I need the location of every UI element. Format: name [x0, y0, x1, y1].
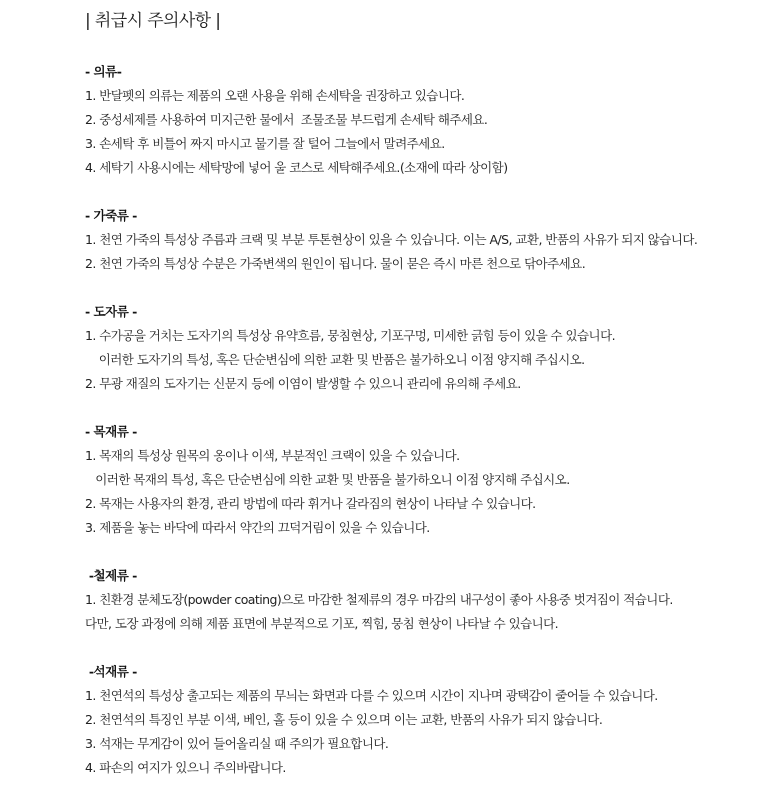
- section-heading: -석재류 -: [85, 664, 137, 679]
- instruction-line: 2. 중성세제를 사용하여 미지근한 물에서 조물조물 부드럽게 손세탁 해주세요.: [85, 112, 488, 127]
- instruction-line: 1. 목재의 특성상 원목의 옹이나 이색, 부분적인 크랙이 있을 수 있습니다.: [85, 448, 460, 463]
- instruction-line: 2. 무광 재질의 도자기는 신문지 등에 이염이 발생할 수 있으니 관리에 유의해 주세요.: [85, 376, 521, 391]
- care-instructions-document: [85, 9, 765, 804]
- section-heading: - 목재류 -: [85, 424, 137, 439]
- section-heading: - 도자류 -: [85, 304, 137, 319]
- instruction-line: 1. 수가공을 거치는 도자기의 특성상 유약흐름, 뭉침현상, 기포구멍, 미세한 긁힘 등이 있을 수 있습니다.: [85, 328, 616, 343]
- instruction-line: 1. 천연석의 특성상 출고되는 제품의 무늬는 화면과 다를 수 있으며 시간이 지나며 광택감이 줄어들 수 있습니다.: [85, 688, 658, 703]
- instruction-line: 2. 천연석의 특징인 부분 이색, 베인, 홀 등이 있을 수 있으며 이는 교환, 반품의 사유가 되지 않습니다.: [85, 712, 603, 727]
- instruction-line: 1. 친환경 분체도장(powder coating)으로 마감한 철제류의 경우 마감의 내구성이 좋아 사용중 벗겨짐이 적습니다.: [85, 592, 673, 607]
- instruction-line: 3. 석재는 무게감이 있어 들어올리실 때 주의가 필요합니다.: [85, 736, 389, 751]
- instruction-line: 3. 제품을 놓는 바닥에 따라서 약간의 끄덕거림이 있을 수 있습니다.: [85, 520, 430, 535]
- section-clothing: [85, 60, 765, 180]
- section-leather: [85, 204, 765, 276]
- section-steel: [85, 564, 765, 636]
- instruction-line: 다만, 도장 과정에 의해 제품 표면에 부분적으로 기포, 찍힘, 뭉침 현상이 나타날 수 있습니다.: [85, 616, 559, 631]
- document-title: | 취급시 주의사항 |: [85, 11, 221, 31]
- section-wood: [85, 420, 765, 540]
- instruction-line: 이러한 목재의 특성, 혹은 단순변심에 의한 교환 및 반품을 불가하오니 이점 양지해 주십시오.: [85, 472, 570, 487]
- instruction-line: 4. 파손의 여지가 있으니 주의바랍니다.: [85, 760, 286, 775]
- section-heading: - 가죽류 -: [85, 208, 137, 223]
- section-heading: - 의류-: [85, 64, 122, 79]
- instruction-line: 2. 목재는 사용자의 환경, 관리 방법에 따라 휘거나 갈라짐의 현상이 나타날 수 있습니다.: [85, 496, 536, 511]
- instruction-line: 1. 반달펫의 의류는 제품의 오랜 사용을 위해 손세탁을 권장하고 있습니다.: [85, 88, 465, 103]
- instruction-line: 4. 세탁기 사용시에는 세탁망에 넣어 울 코스로 세탁해주세요.(소재에 따라 상이함): [85, 160, 508, 175]
- instruction-line: 1. 천연 가죽의 특성상 주름과 크랙 및 부분 투톤현상이 있을 수 있습니다. 이는 A/S, 교환, 반품의 사유가 되지 않습니다.: [85, 232, 698, 247]
- section-stone: [85, 660, 765, 780]
- section-ceramics: [85, 300, 765, 396]
- instruction-line: 3. 손세탁 후 비틀어 짜지 마시고 물기를 잘 털어 그늘에서 말려주세요.: [85, 136, 445, 151]
- instruction-line: 이러한 도자기의 특성, 혹은 단순변심에 의한 교환 및 반품은 불가하오니 이점 양지해 주십시오.: [85, 352, 585, 367]
- section-heading: -철제류 -: [85, 568, 137, 583]
- instruction-line: 2. 천연 가죽의 특성상 수분은 가죽변색의 원인이 됩니다. 물이 묻은 즉시 마른 천으로 닦아주세요.: [85, 256, 586, 271]
